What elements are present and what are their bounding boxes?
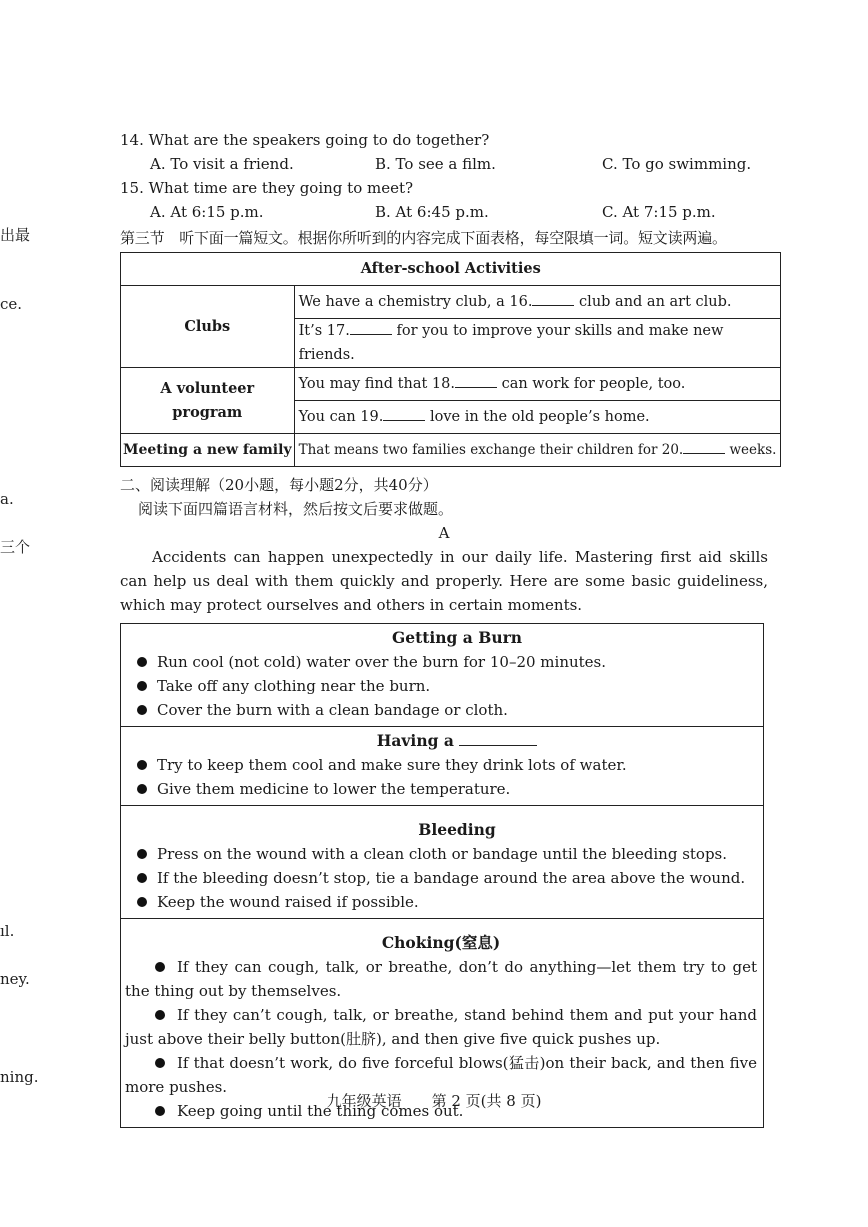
activities-table	[120, 252, 781, 467]
list-item: Keep the wound raised if possible.	[157, 890, 757, 914]
bullet-icon	[137, 760, 147, 770]
option-b: B. To see a film.	[375, 155, 496, 173]
bullet-icon	[155, 1058, 165, 1068]
panel-bleeding	[121, 806, 763, 919]
margin-fragment: 出最	[0, 226, 31, 244]
option-a: A. To visit a friend.	[150, 155, 294, 173]
section-3-instruction: 第三节 听下面一篇短文。根据你所听到的内容完成下面表格，每空限填一词。短文读两遍。	[120, 229, 727, 247]
reading-section	[120, 473, 768, 617]
table-cell-18: You may find that 18. can work for people, too.	[294, 368, 781, 401]
bullet-icon	[137, 849, 147, 859]
margin-fragment: ce.	[0, 295, 23, 313]
panel-heading: Getting a Burn	[391, 628, 523, 647]
list-item: Run cool (not cold) water over the burn for 10–20 minutes.	[157, 650, 757, 674]
question-14: 14. What are the speakers going to do together?	[120, 131, 490, 149]
table-cell-16: We have a chemistry club, a 16. club and an art club.	[294, 286, 781, 319]
bullet-icon	[137, 705, 147, 715]
list-item: If the bleeding doesn’t stop, tie a bandage around the area above the wound.	[157, 866, 757, 890]
margin-fragment: 三个	[0, 538, 31, 556]
table-cell-17: It’s 17. for you to improve your skills and make new friends.	[294, 319, 781, 368]
panel-heading: Having a	[157, 729, 757, 753]
list-item: Try to keep them cool and make sure they drink lots of water.	[157, 753, 757, 777]
margin-fragment: a.	[0, 490, 14, 508]
margin-fragment: ney.	[0, 970, 30, 988]
list-item: Keep going until the thing comes out.	[125, 1099, 757, 1123]
question-15: 15. What time are they going to meet?	[120, 179, 414, 197]
list-item: Cover the burn with a clean bandage or cloth.	[157, 698, 757, 722]
list-item: Press on the wound with a clean cloth or bandage until the bleeding stops.	[157, 842, 757, 866]
bullet-icon	[155, 962, 165, 972]
answer-blank-17[interactable]	[350, 320, 392, 335]
bullet-icon	[137, 784, 147, 794]
margin-fragment: ıl.	[0, 922, 15, 940]
answer-blank-16[interactable]	[532, 291, 574, 306]
question-14-options	[120, 152, 768, 176]
bullet-icon	[155, 1010, 165, 1020]
list-item: Take off any clothing near the burn.	[157, 674, 757, 698]
passage-letter: A	[438, 524, 450, 542]
margin-fragment: ning.	[0, 1068, 39, 1086]
table-cell-19: You can 19. love in the old people’s home.	[294, 401, 781, 434]
page-footer: 九年级英语 第 2 页(共 8 页)	[326, 1092, 542, 1110]
row-label-volunteer: A volunteer program	[121, 368, 295, 434]
list-item: If they can cough, talk, or breathe, don’t do anything—let them try to get the thing out by themselves.	[125, 958, 757, 1000]
part-title: 二、阅读理解（20小题，每小题2分，共40分）	[120, 476, 438, 494]
panel-heading: Choking(窒息)	[381, 933, 501, 952]
table-title: After-school Activities	[121, 253, 781, 286]
reading-instruction: 阅读下面四篇语言材料，然后按文后要求做题。	[138, 500, 454, 518]
option-c: C. At 7:15 p.m.	[602, 203, 716, 221]
heading-answer-blank[interactable]	[459, 729, 537, 746]
panel-heading: Bleeding	[418, 820, 496, 839]
exam-page	[120, 128, 777, 1128]
passage-intro: Accidents can happen unexpectedly in our daily life. Mastering first aid skills can help us deal with them quickly and properly. Here are some basic guideliness, which may protect ourselves and others in certain moments.	[120, 548, 768, 614]
answer-blank-19[interactable]	[383, 406, 425, 421]
answer-blank-18[interactable]	[455, 373, 497, 388]
bullet-icon	[137, 897, 147, 907]
row-label-clubs: Clubs	[121, 286, 295, 368]
bullet-icon	[137, 873, 147, 883]
list-item: If they can’t cough, talk, or breathe, stand behind them and put your hand just above their belly button(肚脐), and then give five quick pushes up.	[125, 1006, 757, 1048]
panel-fever	[121, 727, 763, 806]
list-item: Give them medicine to lower the temperature.	[157, 777, 757, 801]
option-c: C. To go swimming.	[602, 155, 752, 173]
panel-burn	[121, 624, 763, 727]
answer-blank-20[interactable]	[683, 439, 725, 454]
list-item: If that doesn’t work, do five forceful blows(猛击)on their back, and then five more pushes.	[125, 1054, 757, 1096]
question-15-options	[120, 200, 768, 224]
table-cell-20: That means two families exchange their children for 20. weeks.	[294, 434, 781, 467]
row-label-family: Meeting a new family	[121, 434, 295, 467]
first-aid-box	[120, 623, 764, 1128]
bullet-icon	[137, 657, 147, 667]
option-a: A. At 6:15 p.m.	[150, 203, 264, 221]
bullet-icon	[137, 681, 147, 691]
option-b: B. At 6:45 p.m.	[375, 203, 489, 221]
